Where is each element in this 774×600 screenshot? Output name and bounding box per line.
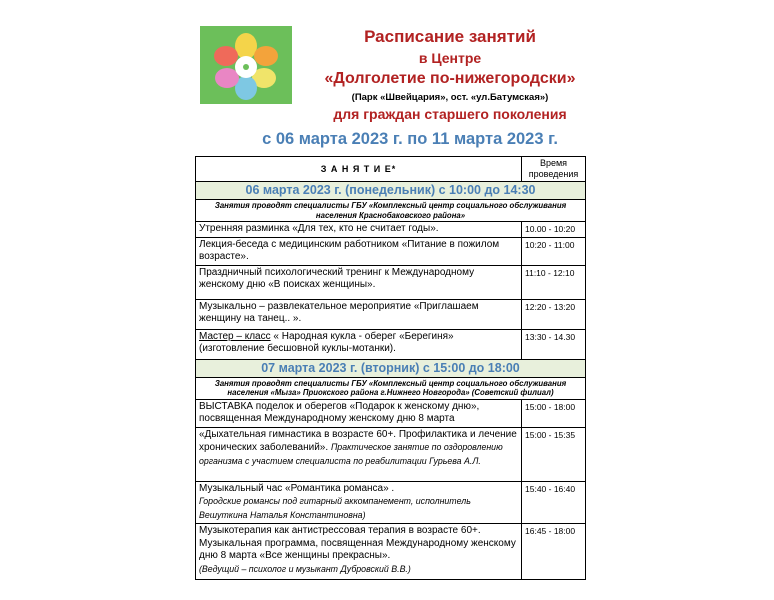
time-cell: 10.00 - 10:20 (522, 222, 586, 238)
activity-note: (Ведущий – психолог и музыкант Дубровский В.В.) (199, 563, 411, 574)
time-cell: 15:00 - 15:35 (522, 427, 586, 481)
activity-text: Музыкальный час «Романтика романса» . (199, 482, 395, 494)
table-row (196, 481, 586, 524)
table-row (196, 399, 586, 427)
table-row (196, 237, 586, 265)
day1-org: Занятия проводят специалисты ГБУ «Комплексный центр социального обслуживания населения Краснобаковского района» (196, 200, 586, 222)
audience: для граждан старшего поколения (333, 106, 567, 122)
table-row (196, 329, 586, 359)
column-time: Время проведения (522, 157, 586, 182)
activity-note: Практическое занятие по оздоровлению организма с участием специалиста по реабилитации Гурьева А.Л. (199, 442, 503, 466)
table-row (196, 265, 586, 299)
activity-cell: Лекция-беседа с медицинским работником «Питание в пожилом возрасте». (196, 237, 522, 265)
time-cell: 13:30 - 14.30 (522, 329, 586, 359)
activity-note: Городские романсы под гитарный аккомпанемент, исполнитель Вешуткина Наталья Константиновна) (199, 496, 471, 520)
activity-cell (196, 427, 522, 481)
activity-lead: Мастер – класс (199, 330, 271, 342)
day2-org: Занятия проводят специалисты ГБУ «Комплексный центр социального обслуживания населения «Мыза» Приокского района г.Нижнего Новгорода» (Советский филиал) (196, 377, 586, 399)
table-row (196, 299, 586, 329)
activity-text: «Дыхательная гимнастика в возрасте 60+. Профилактика и лечение хронических заболеваний». (199, 428, 517, 453)
time-cell: 11:10 - 12:10 (522, 265, 586, 299)
day-header (196, 359, 586, 377)
activity-cell: Музыкально – развлекательное мероприятие «Приглашаем женщину на танец.. ». (196, 299, 522, 329)
activity-cell: Утренняя разминка «Для тех, кто не считает годы». (196, 222, 522, 238)
time-cell: 12:20 - 13:20 (522, 299, 586, 329)
activity-cell (196, 481, 522, 524)
table-header (196, 157, 586, 182)
org-row (196, 200, 586, 222)
time-cell: 15:00 - 18:00 (522, 399, 586, 427)
subtitle-center: в Центре (418, 50, 482, 66)
activity-cell (196, 524, 522, 580)
activity-cell: Праздничный психологический тренинг к Международному женскому дню «В поисках женщины». (196, 265, 522, 299)
time-cell: 10:20 - 11:00 (522, 237, 586, 265)
title: Расписание занятий (364, 27, 536, 46)
column-activity: З А Н Я Т И Е* (196, 157, 522, 182)
schedule-table (195, 156, 586, 580)
org-row (196, 377, 586, 399)
table-row (196, 427, 586, 481)
day1-title: 06 марта 2023 г. (понедельник) с 10:00 до 14:30 (196, 182, 586, 200)
activity-cell (196, 329, 522, 359)
center-name: «Долголетие по-нижегородски» (324, 70, 576, 87)
table-row (196, 524, 586, 580)
day-header (196, 182, 586, 200)
flower-logo-icon (200, 26, 292, 104)
activity-text: « Народная кукла - оберег «Берегиня» (изготовление бесшовной куклы-мотанки). (199, 330, 454, 354)
date-range: с 06 марта 2023 г. по 11 марта 2023 г. (262, 130, 558, 148)
location: (Парк «Швейцария», ост. «ул.Батумская») (351, 92, 549, 103)
activity-cell: ВЫСТАВКА поделок и оберегов «Подарок к женскому дню», посвященная Международному женскому дню 8 марта (196, 399, 522, 427)
day2-title: 07 марта 2023 г. (вторник) с 15:00 до 18:00 (196, 359, 586, 377)
activity-text: Музыкотерапия как антистрессовая терапия в возрасте 60+. Музыкальная программа, посвященная Международному женскому дню 8 марта «Все женщины прекрасны». (199, 525, 516, 561)
logo (200, 26, 292, 104)
time-cell: 15:40 - 16:40 (522, 481, 586, 524)
table-row (196, 222, 586, 238)
time-cell: 16:45 - 18:00 (522, 524, 586, 580)
